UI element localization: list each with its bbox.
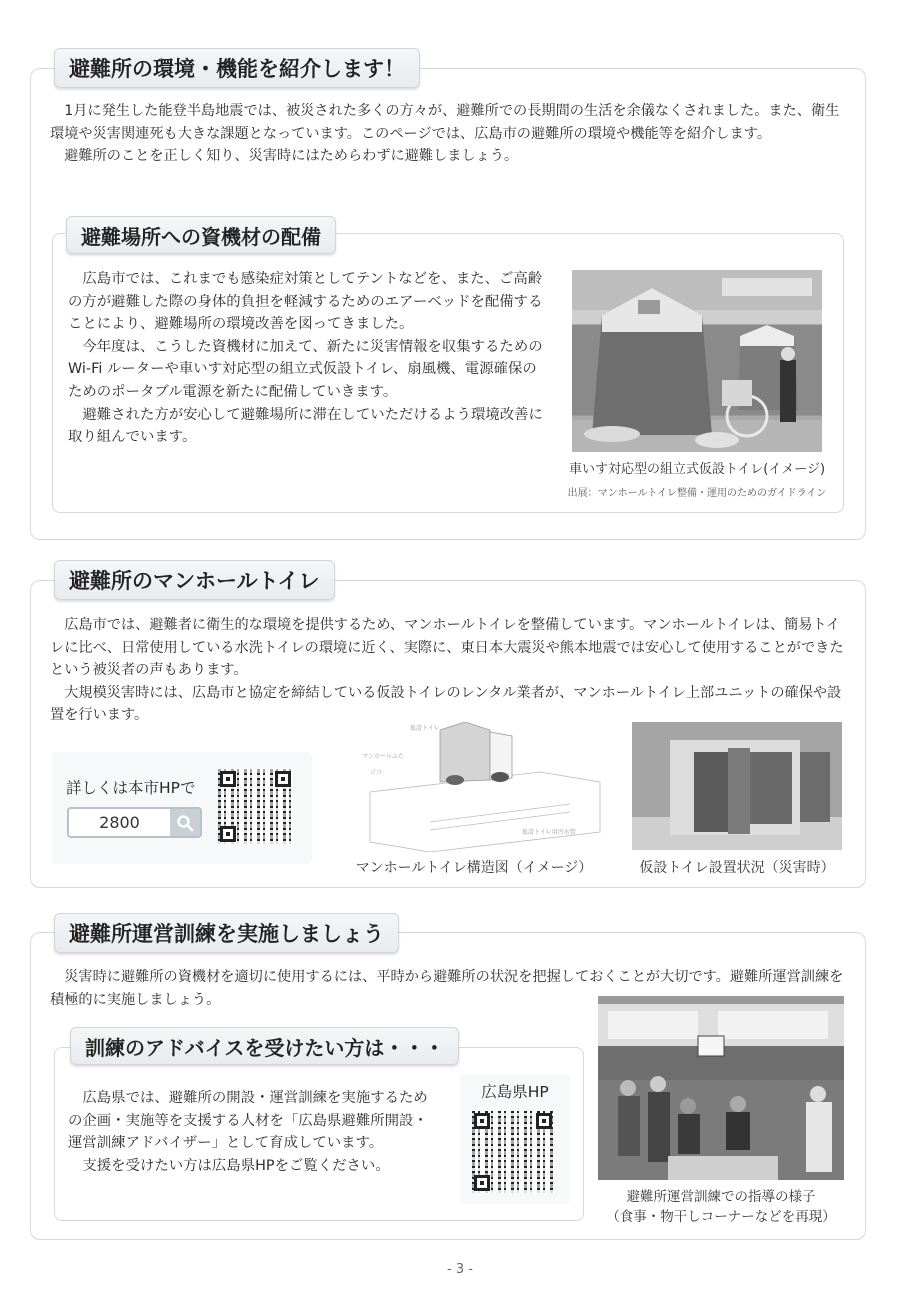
training-paragraph: 災害時に避難所の資機材を適切に使用するには、平時から避難所の状況を把握しておくことが大切です。避難所運営訓練を積極的に実施しましょう。 [50,969,844,1008]
tent-toilet-illustration [572,270,822,452]
section-facilities-title: 避難所の環境・機能を紹介します！ [54,48,420,88]
prefecture-hp-label: 広島県HP [481,1083,549,1101]
city-hp-search[interactable] [67,807,202,838]
section-manhole-text [50,614,850,727]
subsection-equipment-text [68,268,546,449]
search-icon [176,814,194,832]
advice-paragraph: 広島県では、避難所の開設・運営訓練を実施するための企画・実施等を支援する人材を「広島県避難所開設・運営訓練アドバイザー」として育成しています。 [68,1090,428,1152]
manhole-paragraph: 大規模災害時には、広島市と協定を締結している仮設トイレのレンタル業者が、マンホールトイレ上部ユニットの確保や設置を行います。 [50,684,842,724]
city-hp-qr-code[interactable] [218,769,293,844]
svg-text:マンホールふた: マンホールふた [362,753,404,760]
subsection-equipment-title: 避難場所への資機材の配備 [66,216,336,254]
manhole-diagram [340,722,608,852]
prefecture-hp-qr-code[interactable] [472,1111,554,1193]
equipment-paragraph: 広島市では、これまでも感染症対策としてテントなどを、また、ご高齢の方が避難した際の身体的負担を軽減するためのエアーベッドを配備することにより、避難場所の環境改善を図ってきました。 [68,271,543,333]
manhole-paragraph: 広島市では、避難者に衛生的な環境を提供するため、マンホールトイレを整備しています。マンホールトイレは、簡易トイレに比べ、日常使用している水洗トイレの環境に近く、実際に、東日本大震災や熊本地震では安心して使用することができたという被災者の声もあります。 [50,617,844,679]
section-training-title: 避難所運営訓練を実施しましょう [54,913,399,953]
search-button[interactable] [170,809,200,836]
page-number: - 3 - [447,1262,473,1277]
advice-paragraph: 支援を受けたい方は広島県HPをご覧ください。 [82,1157,390,1174]
wheelchair-toilet-caption: 車いす対応型の組立式仮設トイレ(イメージ) [568,462,826,477]
equipment-paragraph: 今年度は、こうした資機材に加えて、新たに災害情報を収集するための Wi-Fi ルーターや車いす対応型の組立式仮設トイレ、扇風機、電源確保のためのポータブル電源を新たに配備していきます。 [68,338,543,400]
city-hp-label: 詳しくは本市HPで [66,779,196,797]
wheelchair-toilet-source: 出展：マンホールトイレ整備・運用のためのガイドライン [567,488,827,499]
intro-paragraph: 避難所のことを正しく知り、災害時にはためらわずに避難しましょう。 [64,148,519,165]
section-facilities-intro [50,100,850,168]
manhole-toilet-diagram [340,722,608,852]
training-scene-illustration [598,996,844,1180]
training-photo-caption-line1: 避難所運営訓練での指導の様子 [626,1189,816,1205]
equipment-paragraph: 避難された方が安心して避難場所に滞在していただけるよう環境改善に取り組んでいます。 [68,406,543,446]
subsection-advice-title: 訓練のアドバイスを受けたい方は・・・ [70,1027,459,1065]
svg-text:仮設トイレ: 仮設トイレ [410,725,440,732]
manhole-diagram-caption: マンホールトイレ構造図（イメージ） [355,860,593,876]
training-photo-caption-line2: （食事・物干しコーナーなどを再現） [606,1209,836,1225]
temporary-toilet-illustration [632,722,842,850]
search-value[interactable]: 2800 [99,813,140,832]
wheelchair-toilet-photo [572,270,822,452]
section-manhole-title: 避難所のマンホールトイレ [54,560,335,600]
svg-text:ジコ: ジコ [370,769,383,776]
temporary-toilet-photo [632,722,842,850]
subsection-advice-text [68,1087,440,1177]
training-photo [598,996,844,1180]
temporary-toilet-caption: 仮設トイレ設置状況（災害時） [639,860,835,876]
svg-text:仮設トイレ用汚水管: 仮設トイレ用汚水管 [522,829,576,836]
intro-paragraph: 1月に発生した能登半島地震では、被災された多くの方々が、避難所での長期間の生活を余儀なくされました。また、衛生環境や災害関連死も大きな課題となっています。このページでは、広島市の避難所の環境や機能等を紹介します。 [50,103,840,142]
